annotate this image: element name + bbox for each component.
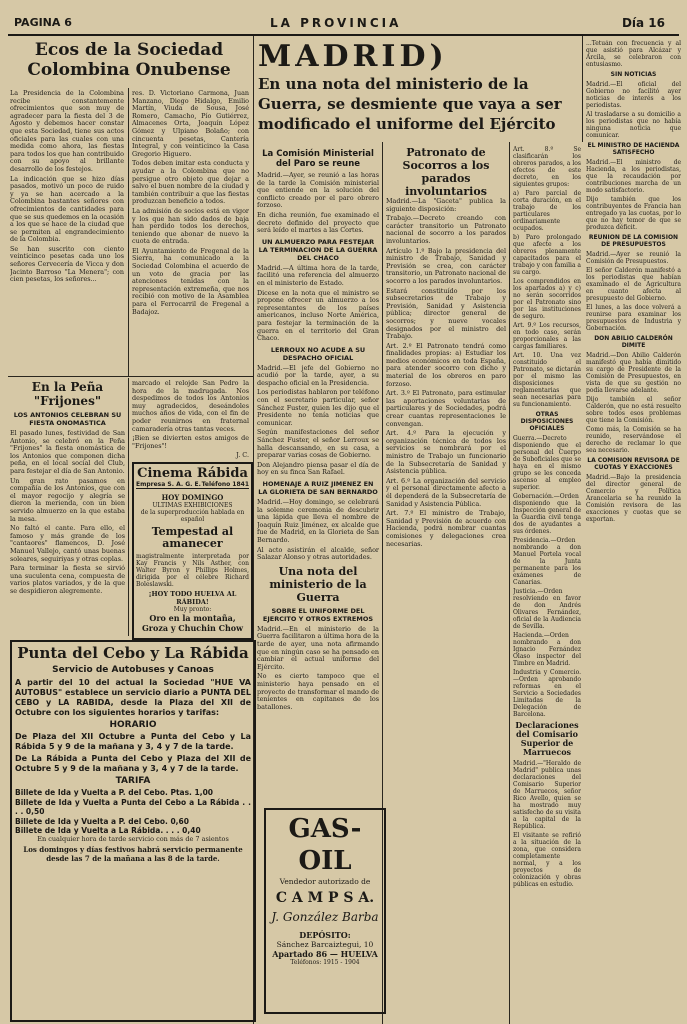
cinema-soon: Muy pronto: xyxy=(173,606,212,613)
madrid-title: MADRID) xyxy=(258,40,448,74)
cinema-slogan: ¡HOY TODO HUELVA AL RÁBIDA! xyxy=(148,590,237,606)
comision-title: La Comisión Ministerial del Paro se reune xyxy=(262,149,374,169)
gasoil-address: Sánchez Barcaiztegui, 10 xyxy=(276,940,374,949)
lerroux-paragraph: Los periodistas hablaron por teléfono con el secretario particular, señor Sánchez Fuster, quien les dijo que el Presidente no tenía noticias que comunicar. xyxy=(257,388,379,427)
patronato-paragraph: Art. 6.º La organización del servicio y el personal directamente afecto a él dependerá de la Subsecretaría de Sanidad y Asistencia Pública. xyxy=(386,476,506,508)
bus-fare: Billete de Ida y Vuelta a P. del Cebo. Ptas. 1,00 xyxy=(15,788,214,797)
nota-subtitle: SOBRE EL UNIFORME DEL EJERCITO Y OTROS EXTREMOS xyxy=(262,606,374,623)
cinema-company: Empresa S. A. G. E. xyxy=(136,481,201,488)
patronato-paragraph: Art. 4.º Para la ejecución y organización técnica de todos los servicios se nombrará por el ministro de Trabajo un funcionario de la Subsecretaría de Sanidad y Asistencia pública. xyxy=(386,429,506,476)
sin-noticias-title: SIN NOTICIAS xyxy=(610,71,657,78)
bus-fare: Billete de Ida y Vuelta a P. del Cebo. 0,60 xyxy=(15,816,189,826)
col5-paragraph: a) Paro parcial de corta duración, en el trabajo de los particulares ordinariamente ocupados. xyxy=(513,190,581,232)
madrid-headline-block xyxy=(258,40,580,140)
col5-paragraph: Art. 9.º Los recursos, en todo caso, serán proporcionales a las cargas familiares. xyxy=(513,322,581,350)
pena-paragraph: Un gran rato pasamos en compañía de los Antonios, que con el mayor regocijo y alegría se dieron la merienda, con un bien servido almuerzo en la que estaba la mesa. xyxy=(10,476,125,523)
ruiz-paragraph: Al acto asistirán el alcalde, señor Salazar Alonso y otras autoridades. xyxy=(257,545,379,562)
nota-paragraph: No es cierto tampoco que el ministerio haya pensado en el proyecto de transformar el mando de tenientes en capitanes de los batallones. xyxy=(257,672,379,711)
gasoil-apartado: Apartado 86 — HUELVA xyxy=(272,949,378,959)
masthead: LA PROVINCIA xyxy=(270,16,402,30)
col6-paragraph: Dijo también que los contribuyentes de Francia han entregado ya las cuotas, por lo que no hay temor de que se produzca déficit. xyxy=(586,196,681,231)
madrid-headline: En una nota del ministerio de la Guerra, se desmiente que vaya a ser modificado el uniforme del Ejército xyxy=(258,75,562,133)
cinema-title: Cinema Rábida xyxy=(137,466,248,481)
patronato-paragraph: Trabajo.—Decreto creando con carácter transitorio un Patronato nacional de socorro a los parados involuntarios. xyxy=(386,214,506,245)
ecos-paragraph: El Ayuntamiento de Fregenal de la Sierra, ha comunicado a la Sociedad Colombina el acuerdo de un voto de gracia por las atenciones tenidas con la representación extremeña, que nos recibió con motivo de la Asamblea para el Ferrocarril de Fregenal a Badajoz. xyxy=(132,246,249,316)
col5-paragraph: Presidencia.—Orden nombrando a don Manuel Portela vocal de la Junta permanente para los exámenes de Canarias. xyxy=(513,537,581,586)
pena-subtitle: LOS ANTONIOS CELEBRAN SU FIESTA ONOMASTICA xyxy=(13,411,122,427)
declaraciones-title: Declaraciones del Comisario Superior de Marruecos xyxy=(515,720,579,757)
reunion-title: REUNION DE LA COMISION DE PRESUPUESTOS xyxy=(588,234,679,248)
cinema-film-title: Tempestad al amanecer xyxy=(151,525,234,550)
lerroux-paragraph: Madrid.—El jefe del Gobierno no acudió por la tarde, ayer, a su despacho oficial en la Presidencia. xyxy=(257,363,379,387)
gasoil-title: GAS-OIL xyxy=(288,814,362,876)
pena-article xyxy=(10,380,125,636)
gasoil-brand: C A M P S A. xyxy=(275,890,375,906)
gasoil-deposit: DEPÓSITO: xyxy=(299,930,351,940)
pena-paragraph: Para terminar la fiesta se sirvió una suculenta cena, compuesta de varios platos variados, y de la que se despidieron alegremente. xyxy=(10,564,125,595)
patronato-paragraph: Art. 3.º El Patronato, para estimular las aportaciones voluntarias de particulares y de Sociedades, podrá crear cuantas representaciones le convengan. xyxy=(386,389,506,428)
col5-paragraph: Art. 8.º Se clasificarán los obreros parados, a los efectos de este decreto, en los siguientes grupos: xyxy=(513,146,581,188)
col6-paragraph: Madrid.—El oficial del Gobierno no facilitó ayer noticias de interés a los periodistas. xyxy=(586,81,681,109)
bus-schedule: De Plaza del XII Octubre a Punta del Cebo y La Rábida 5 y 9 de la mañana y 3, 4 y 7 de la tarde. xyxy=(15,732,251,751)
pena-cont xyxy=(132,380,249,460)
col5-paragraph: El visitante se refirió a la situación de la zona, que considera completamente normal, y a los proyectos de colonización y obras públicas en estudio. xyxy=(513,832,581,888)
ecos-title: Ecos de la Sociedad Colombina Onubense xyxy=(27,40,231,80)
ecos-paragraph: res. D. Victoriano Carmona, Juan Manzano, Diego Hidalgo, Emilio Martín, Viuda de Sousa, José Romero, Camacho, Pío Gutiérrez, Almacenes Orta, Joaquín López Gómez y Ulpiano Bolaño; con cincuenta pesetas, Cantería Integral, y con veinticinco la Casa Gregorio Higuero. xyxy=(132,90,249,158)
revisora-title: LA COMISION REVISORA DE CUOTAS Y EXACCIONES xyxy=(587,457,680,471)
col6-paragraph: Madrid.—Ayer se reunió la Comisión de Presupuestos. xyxy=(586,251,681,265)
cinema-today: HOY DOMINGO xyxy=(161,493,224,502)
page-number: PAGINA 6 xyxy=(14,16,72,29)
ministro-title: EL MINISTRO DE HACIENDA SATISFECHO xyxy=(587,142,680,156)
col6-paragraph: Madrid.—El ministro de Hacienda, a los periodistas, que la recaudación por contribuciones marcha de un modo satisfactorio. xyxy=(586,159,681,194)
ruiz-paragraph: Madrid.—Hoy domingo, se celebrará la solemne ceremonia de descubrir una lápida que lleva el nombre de Joaquín Ruiz Jiménez, ex alcalde que fue de Madrid, en la Glorieta de San Bernardo. xyxy=(257,498,379,544)
cinema-upcoming: Oro en la montaña, Groza y Chuchin Chow xyxy=(141,613,244,633)
pena-paragraph: ¡Bien se divierten estos amigos de "Frijones"! xyxy=(132,434,249,450)
col6-paragraph: Al trasladarse a su domicilio a los periodistas que no había ninguna noticia que comunicar. xyxy=(586,111,681,139)
header-date: Día 16 xyxy=(621,16,665,30)
page-header xyxy=(8,12,679,36)
patronato-paragraph: Artículo 1.º Bajo la presidencia del ministro de Trabajo, Sanidad y Previsión se crea, con carácter transitorio, un Patronato nacional de socorro a los parados involuntarios. xyxy=(386,246,506,285)
col5-paragraph: Justicia.—Orden resolviendo en favor de don Andrés Olivares Fernández, oficial de la Audiencia de Sevilla. xyxy=(513,588,581,630)
lerroux-paragraph: Don Alejandro piensa pasar el día de hoy en su finca San Rafael. xyxy=(257,460,379,477)
cinema-super: de la superproducción hablada en español xyxy=(140,509,245,523)
ecos-col-b xyxy=(132,90,249,374)
bus-fare: Billete de Ida y Vuelta a Punta del Cebo a La Rábida . . . . 0,50 xyxy=(15,797,251,816)
bus-subtitle: Servicio de Autobuses y Canoas xyxy=(52,665,214,675)
gasoil-owner: J. González Barba xyxy=(271,910,379,924)
nota-paragraph: Madrid.—En el ministerio de la Guerra facilitaron a última hora de la tarde de ayer, una nota afirmando que en ningún caso se ha pensado en cambiar el actual uniforme del Ejército. xyxy=(257,624,379,671)
bus-note: En cualquier hora de tarde servicio con más de 7 asientos xyxy=(37,834,229,843)
patronato-paragraph: Art. 7.º El ministro de Trabajo, Sanidad y Previsión de acuerdo con Hacienda, podrá nombrar cuantas comisiones y delegaciones crea necesarias. xyxy=(386,509,506,548)
comision-paragraph: En dicha reunión, fue examinado el decreto definido del proyecto que será leído el martes a las Cortes. xyxy=(257,210,379,235)
bus-title: Punta del Cebo y La Rábida xyxy=(17,644,249,662)
column-six xyxy=(586,40,681,1022)
pena-signature: J. C. xyxy=(236,451,249,460)
bus-schedule: De La Rábida a Punta del Cebo y Plaza del XII de Octubre 5 y 9 de la mañana y 3, 4 y 7 de la tarde. xyxy=(15,754,251,773)
gasoil-line: Vendedor autorizado de xyxy=(279,877,371,886)
col6-paragraph: Madrid.—Bajo la presidencia del director general de Comercio y Política Arancelaria se ha reunido la Comisión revisora de las exacciones y cuotas que se exportan. xyxy=(586,474,681,523)
lerroux-title: LERROUX NO ACUDE A SU DESPACHO OFICIAL xyxy=(270,345,366,362)
almuerzo-paragraph: Dicese en la nota que el ministro se propone ofrecer un almuerzo a los representantes de los países americanos, incluso Norte América, para festejar la terminación de la guerra en el territorio del Gran Chaco. xyxy=(257,288,379,343)
almuerzo-title: UN ALMUERZO PARA FESTEJAR LA TERMINACION DE LA GUERRA DEL CHACO xyxy=(258,237,378,262)
col6-paragraph: El lunes, a las doce volverá a reunirse para examinar los presupuestos de Industria y Gobernación. xyxy=(586,304,681,332)
bus-intro: A partir del 10 del actual la Sociedad "HUE VA AUTOBUS" establece un servicio diario a PUNTA DEL CEBO y LA RABIDA, desde la Plaza del XII de Octubre con los siguientes horarios y tarifas: xyxy=(15,678,251,717)
ecos-paragraph: Todos deben imitar esta conducta y ayudar a la Colombina que no persigue otro objeto que dejar a salvo el buen nombre de la ciudad y también contribuir a que las fiestas produzcan beneficio a todos. xyxy=(132,159,249,206)
pena-paragraph: No faltó el cante. Para ello, el famoso y más grande de los "cantaores" flamencos, D. José Manuel Vallejo, cantó unas buenas soleares, seguiriyas y otras coplas. xyxy=(10,524,125,563)
patronato-paragraph: Madrid.—La "Gaceta" publica la siguiente disposición: xyxy=(386,197,506,213)
bus-footer: Los domingos y días festivos habrá servicio permanente desde las 7 de la mañana a las 8 de la tarde. xyxy=(23,845,243,864)
col5-paragraph: Industria y Comercio.—Orden aprobando reformas en el Servicio a Sociedades Limitadas de la Delegación de Barcelona. xyxy=(513,669,581,718)
cinema-last: ULTIMAS EXHIBICIONES xyxy=(152,502,233,509)
patronato-paragraph: Art. 2.º El Patronato tendrá como finalidades propias: a) Estudiar los medios económicos en toda España, para atender socorro con dicho y material de los obreros en paro forzoso. xyxy=(386,341,506,388)
ecos-title-block xyxy=(10,40,248,86)
column-four xyxy=(386,146,506,850)
cinema-ad xyxy=(132,462,253,640)
patronato-title: Patronato de Socorros a los parados involuntarios xyxy=(402,146,490,198)
lerroux-paragraph: Según manifestaciones del señor Sánchez Fuster, el señor Lerroux se halla descansando, en su casa, a preparar varias cosas de Gobierno. xyxy=(257,428,379,460)
col6-paragraph: Madrid.—Don Abilio Calderón manifestó que había dimitido su cargo de Presidente de la Comisión de Presupuestos, en vista de que su gestión no podía llevarse adelante. xyxy=(586,352,681,394)
col6-paragraph: Dijo también el señor Calderón, que no está resuelto sobre todos esos problemas que tiene la Comisión. xyxy=(586,396,681,424)
bus-ad xyxy=(10,640,256,1022)
nota-title: Una nota del ministerio de la Guerra xyxy=(269,564,367,604)
ecos-paragraph: La Presidencia de la Colombina recibe constantemente ofrecimientos que son muy de agradecer para la fiesta del 3 de Agosto y debemos hacer constar que esta Sociedad, tiene sus actos oficiales para las cuales con una medida como ahora, las fiestas para todos los que han contribuido con su apoyo al brillante desarrollo de los festejos. xyxy=(10,90,124,173)
cinema-phone: Teléfono 1841 xyxy=(201,481,249,488)
pena-title: En la Peña "Frijones" xyxy=(31,380,104,408)
col5-paragraph: Hacienda.—Orden nombrando a don Ignacio Fernández Olaso inspector del Timbre en Madrid. xyxy=(513,632,581,667)
col5-paragraph: Gobernación.—Orden disponiendo que la Inspección general de la Guardia civil tenga dos de ayudantes a sus órdenes. xyxy=(513,493,581,535)
col5-paragraph: b) Paro prolongado que afecte a los obreros plenamente capacitados para el trabajo y con familia a su cargo. xyxy=(513,234,581,276)
comision-paragraph: Madrid.—Ayer, se reunió a las horas de la tarde la Comisión ministerial que entiende en la solución del conflicto creado por el paro obrero forzoso. xyxy=(257,171,379,210)
gasoil-phones: Teléfonos: 1915 - 1904 xyxy=(290,959,360,966)
col5-paragraph: Guerra.—Decreto disponiendo que el personal del Cuerpo de Suboficiales que se haya en el mismo grupo se les conceda ascenso al empleo superior. xyxy=(513,435,581,491)
col6-paragraph: El señor Calderón manifestó a los periodistas que habían examinado el de Agricultura en cuanto afecta al presupuesto del Gobierno. xyxy=(586,267,681,302)
patronato-paragraph: Estará constituído por los subsecretarios de Trabajo y Previsión, Sanidad y Asistencia pública; director general de socorros; y nueve vocales designados por el ministro del Trabajo. xyxy=(386,286,506,341)
bus-tarifa-heading: TARIFA xyxy=(115,776,151,786)
col5-paragraph: Madrid.—"Heraldo de Madrid" publica unas declaraciones del Comisario Superior de Marruecos, señor Rico Avello, quien se ha mostrado muy satisfecho de su visita a la capital de la República. xyxy=(513,760,581,830)
ecos-paragraph: Se han suscrito con ciento veinticinco pesetas cada uno los señores Cervecería de Vicca y don Jacinto Barroso "La Menera"; con cien pesetas, los señores... xyxy=(10,244,124,284)
pena-paragraph: El pasado lunes, festividad de San Antonio, se celebró en la Peña "Frijones" la fiesta onomástica de los Antonios que componen dicha peña, en el local social del Club, para festejar el día de San Antonio. xyxy=(10,429,125,475)
ruiz-title: HOMENAJE A RUIZ JIMENEZ EN LA GLORIETA DE SAN BERNARDO xyxy=(258,480,378,496)
bus-fare: Billete de Ida y Vuelta a La Rábida. . . . 0,40 xyxy=(15,826,201,835)
abilio-title: DON ABILIO CALDERÓN DIMITE xyxy=(594,335,673,349)
bus-horario-heading: HORARIO xyxy=(109,720,157,730)
otras-title: OTRAS DISPOSICIONES OFICIALES xyxy=(520,411,574,432)
almuerzo-paragraph: Madrid.—A última hora de la tarde, facilitó una referencia del almuerzo en el ministerio de Estado. xyxy=(257,263,379,287)
column-five xyxy=(513,146,581,1022)
col6-paragraph: ...Tetuán con frecuencia y al que asistió para Alcázar y Arcila, se celebraron con entusiasmo. xyxy=(586,40,681,68)
cinema-description: magistralmente interpretada por Kay Francis y Nils Asther, con Walter Byron y Phillips Holmes, dirigida por el célebre Richard Boleslawski. xyxy=(136,553,249,588)
ecos-paragraph: La admisión de socios está en vigor y los que han sido dados de baja han perdido todos los derechos, teniendo que abonar de nuevo la cuota de entrada. xyxy=(132,206,249,246)
pena-paragraph: marcado el relojde San Pedro la hora de la madrugada. Nos despedimos de todos los Antonios muy agradecidos, deseándoles muchos años de vida, con el fin de poder reunirnos en fraternal camaradería otras tantas veces. xyxy=(132,380,249,433)
col6-paragraph: Como más, la Comisión se ha reunido, reservándose el derecho de reclamar lo que sea necesario. xyxy=(586,426,681,454)
ecos-paragraph: La indicación que se hizo días pasados, motivó un poco de ruido y ya se han acercado a la Colombina bastantes señores con ofrecimientos de cantidades para que se sus quedemos en la ocasión a los que se hace de la ciudad que se permiten al engrandecimiento de la Colombia. xyxy=(10,174,124,244)
col5-paragraph: Art. 10. Una vez constituido el Patronato, se dictarán por el mismo las disposiciones reglamentarias que sean necesarias para su funcionamiento. xyxy=(513,352,581,408)
col5-paragraph: Los comprendidos en los apartados a) y c) no serán socorridos por el Patronato sino por las instituciones de seguro. xyxy=(513,278,581,320)
ecos-col-a xyxy=(10,90,124,374)
gasoil-ad xyxy=(264,808,386,1014)
